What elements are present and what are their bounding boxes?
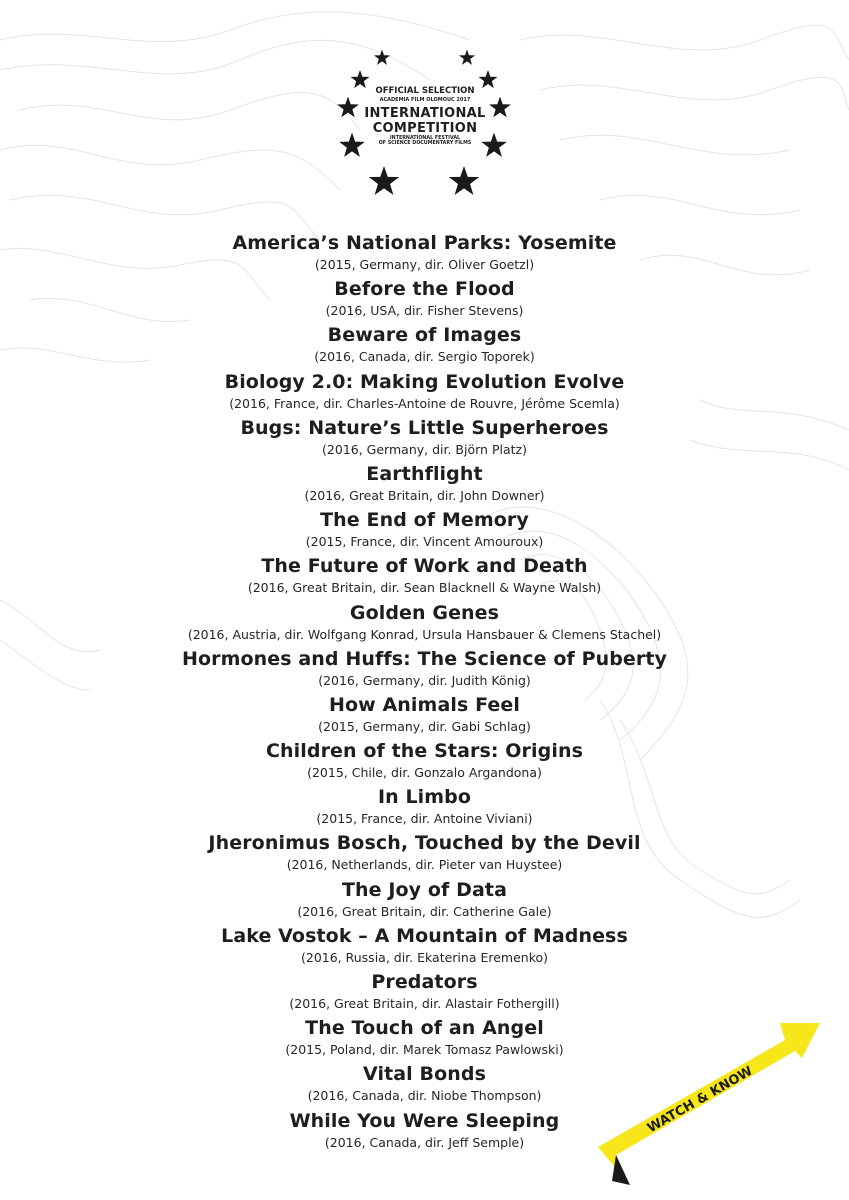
film-details: (2016, Germany, dir. Björn Platz)	[322, 441, 527, 457]
film-title: Lake Vostok – A Mountain of Madness	[221, 924, 628, 947]
ribbon-label: WATCH & KNOW	[645, 1063, 756, 1137]
film-title: Hormones and Huffs: The Science of Puberty	[181, 647, 668, 670]
film-entry	[0, 970, 849, 1016]
badge-text	[330, 87, 520, 147]
star-icon	[369, 166, 399, 195]
film-title: The End of Memory	[320, 509, 529, 532]
film-entry	[0, 739, 849, 785]
badge-line-5: INTERNATIONAL FESTIVAL	[389, 135, 461, 141]
film-title: Earthflight	[366, 462, 483, 485]
watch-and-know-ribbon	[590, 1015, 849, 1200]
film-title: America’s National Parks: Yosemite	[232, 232, 617, 254]
film-details: (2016, Canada, dir. Niobe Thompson)	[307, 1088, 542, 1104]
film-details: (2016, Canada, dir. Jeff Semple)	[324, 1134, 525, 1150]
film-entry	[0, 462, 849, 508]
star-icon	[350, 70, 369, 88]
film-entry	[0, 601, 849, 647]
film-details: (2016, Russia, dir. Ekaterina Eremenko)	[300, 949, 549, 965]
film-entry	[0, 554, 849, 600]
film-entry	[0, 277, 849, 323]
film-details: (2016, Germany, dir. Judith König)	[318, 672, 531, 688]
film-entry	[0, 831, 849, 877]
film-details: (2015, Poland, dir. Marek Tomasz Pawlowski)	[285, 1042, 564, 1058]
film-title: Bugs: Nature’s Little Superheroes	[240, 416, 609, 439]
official-selection-badge	[330, 42, 520, 212]
film-title: Golden Genes	[349, 601, 500, 624]
film-entry	[0, 508, 849, 554]
film-title: In Limbo	[377, 786, 472, 809]
film-details: (2015, France, dir. Antoine Viviani)	[316, 811, 533, 827]
film-details: (2015, France, dir. Vincent Amouroux)	[305, 534, 544, 550]
film-title: The Joy of Data	[341, 878, 508, 901]
film-details: (2016, Netherlands, dir. Pieter van Huystee)	[286, 857, 563, 873]
film-details: (2015, Germany, dir. Oliver Goetzl)	[314, 257, 535, 272]
film-details: (2016, Great Britain, dir. Alastair Fothergill)	[289, 996, 560, 1011]
film-title: Vital Bonds	[363, 1063, 486, 1086]
star-icon	[459, 50, 475, 65]
film-details: (2016, Great Britain, dir. Catherine Gale)	[297, 903, 552, 919]
film-details: (2016, Canada, dir. Sergio Toporek)	[314, 349, 535, 365]
film-title: Children of the Stars: Origins	[265, 740, 583, 763]
film-title: Biology 2.0: Making Evolution Evolve	[224, 370, 625, 393]
film-title: The Future of Work and Death	[261, 555, 588, 578]
film-details: (2016, Great Britain, dir. Sean Blacknell & Wayne Walsh)	[247, 580, 602, 596]
film-entry	[0, 785, 849, 831]
film-title: Jheronimus Bosch, Touched by the Devil	[208, 832, 641, 855]
film-entry	[0, 323, 849, 369]
badge-line-6: OF SCIENCE DOCUMENTARY FILMS	[378, 141, 472, 147]
film-details: (2015, Germany, dir. Gabi Schlag)	[318, 718, 531, 734]
film-title: Beware of Images	[327, 324, 522, 347]
badge-line-4: COMPETITION	[372, 120, 478, 136]
film-details: (2016, Austria, dir. Wolfgang Konrad, Ursula Hansbauer & Clemens Stachel)	[187, 626, 662, 642]
film-title: How Animals Feel	[328, 693, 520, 716]
film-details: (2016, USA, dir. Fisher Stevens)	[325, 303, 524, 319]
film-entry	[0, 231, 849, 277]
film-entry	[0, 416, 849, 462]
film-entry	[0, 878, 849, 924]
film-title: While You Were Sleeping	[289, 1109, 560, 1132]
film-title: Predators	[371, 971, 478, 993]
ribbon-band	[598, 1023, 820, 1185]
film-entry	[0, 693, 849, 739]
star-icon	[374, 50, 390, 65]
film-details: (2015, Chile, dir. Gonzalo Argandona)	[307, 765, 542, 781]
film-entry	[0, 924, 849, 970]
badge-line-3: INTERNATIONAL	[364, 105, 486, 121]
film-entry	[0, 370, 849, 416]
badge-line-2: ACADEMIA FILM OLOMOUC 2017	[379, 96, 471, 103]
film-title: The Touch of an Angel	[305, 1017, 544, 1040]
star-icon	[478, 70, 497, 88]
film-entry	[0, 647, 849, 693]
film-title: Before the Flood	[334, 278, 515, 301]
film-details: (2016, France, dir. Charles-Antoine de Rouvre, Jérôme Scemla)	[229, 395, 620, 411]
star-icon	[449, 166, 479, 195]
film-details: (2016, Great Britain, dir. John Downer)	[304, 487, 545, 503]
badge-line-1: OFFICIAL SELECTION	[375, 86, 475, 96]
